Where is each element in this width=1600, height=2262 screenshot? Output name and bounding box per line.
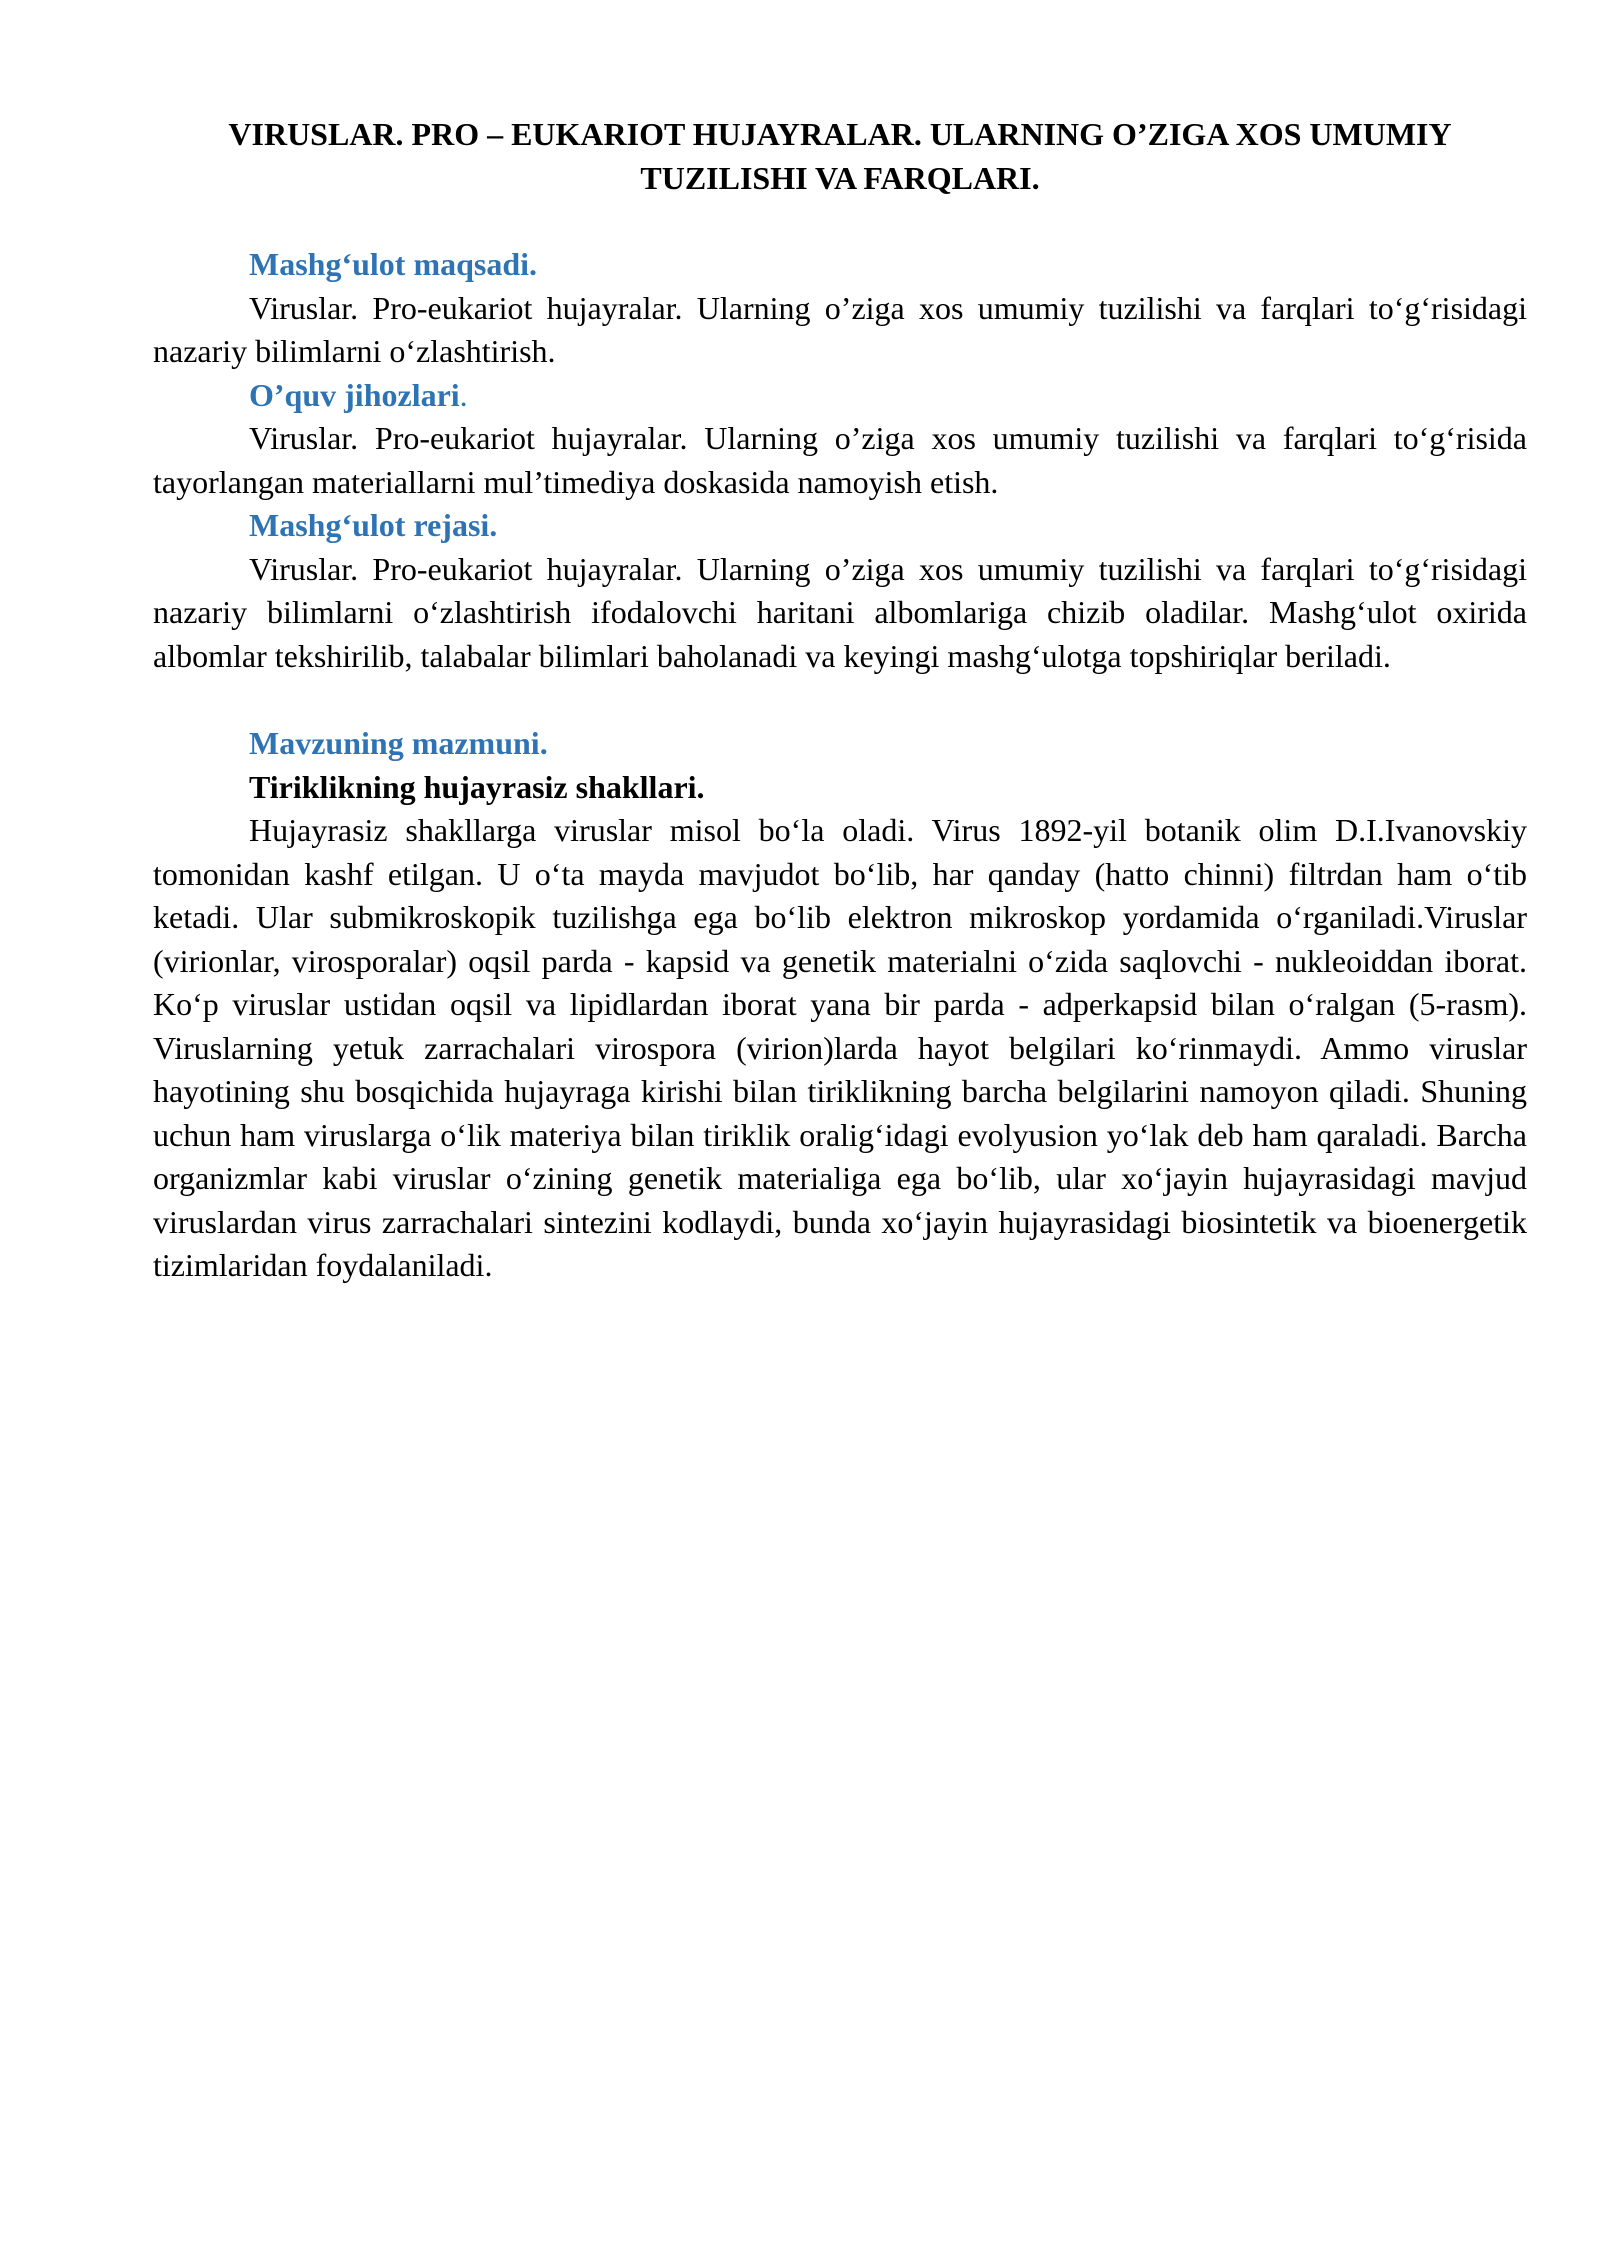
document-page bbox=[153, 112, 1527, 1288]
section-text-content: Hujayrasiz shakllarga viruslar misol bo‘la oladi. Virus 1892-yil botanik olim D.I.Ivanovskiy tomonidan kashf etilgan. U o‘ta mayda mavjudot bo‘lib, har qanday (hatto chinni) filtrdan ham o‘tib ketadi. Ular submikroskopik tuzilishga ega bo‘lib elektron mikroskop yordamida o‘rganiladi.Viruslar (virionlar, virosporalar) oqsil parda - kapsid va genetik materialni o‘zida saqlovchi - nukleoiddan iborat. Ko‘p viruslar ustidan oqsil va lipidlardan iborat yana bir parda - adperkapsid bilan o‘ralgan (5-rasm). Viruslarning yetuk zarrachalari virospora (virion)larda hayot belgilari ko‘rinmaydi. Ammo viruslar hayotining shu bosqichida hujayraga kirishi bilan tiriklikning barcha belgilarini namoyon qiladi. Shuning uchun ham viruslarga o‘lik materiya bilan tiriklik oralig‘idagi evolyusion yo‘lak deb ham qaraladi. Barcha organizmlar kabi viruslar o‘zining genetik materialiga ega bo‘lib, ular xo‘jayin hujayrasidagi mavjud viruslardan virus zarrachalari sintezini kodlaydi, bunda xo‘jayin hujayrasidagi biosintetik va bioenergetik tizimlaridan foydalaniladi. bbox=[153, 812, 1527, 1283]
spacer bbox=[153, 200, 1527, 243]
section-heading-content: Mavzuning mazmuni. bbox=[249, 725, 548, 761]
document-title: VIRUSLAR. PRO – EUKARIOT HUJAYRALAR. ULARNING O’ZIGA XOS UMUMIY TUZILISHI VA FARQLARI. bbox=[228, 116, 1452, 196]
section-text-goal: Viruslar. Pro-eukariot hujayralar. Ularning o’ziga xos umumiy tuzilishi va farqlari to‘g‘risidagi nazariy bilimlarni o‘zlashtirish. bbox=[153, 289, 1527, 369]
spacer bbox=[153, 678, 1527, 722]
section-heading-equipment bbox=[153, 374, 1527, 418]
section-subheading-content: Tiriklikning hujayrasiz shakllari. bbox=[249, 768, 705, 805]
section-heading-equipment-label: O’quv jihozlari bbox=[249, 376, 460, 413]
section-heading-plan: Mashg‘ulot rejasi. bbox=[249, 507, 498, 543]
section-heading-goal: Mashg‘ulot maqsadi. bbox=[249, 246, 538, 282]
section-heading-equipment-dot: . bbox=[459, 376, 468, 413]
section-text-equipment: Viruslar. Pro-eukariot hujayralar. Ularning o’ziga xos umumiy tuzilishi va farqlari to‘g‘risida tayorlangan materiallarni mul’timediya doskasida namoyish etish. bbox=[153, 420, 1527, 500]
section-text-plan: Viruslar. Pro-eukariot hujayralar. Ularning o’ziga xos umumiy tuzilishi va farqlari to‘g‘risidagi nazariy bilimlarni o‘zlashtirish ifodalovchi haritani albomlariga chizib oladilar. Mashg‘ulot oxirida albomlar tekshirilib, talabalar bilimlari baholanadi va keyingi mashg‘ulotga topshiriqlar beriladi. bbox=[153, 550, 1527, 674]
